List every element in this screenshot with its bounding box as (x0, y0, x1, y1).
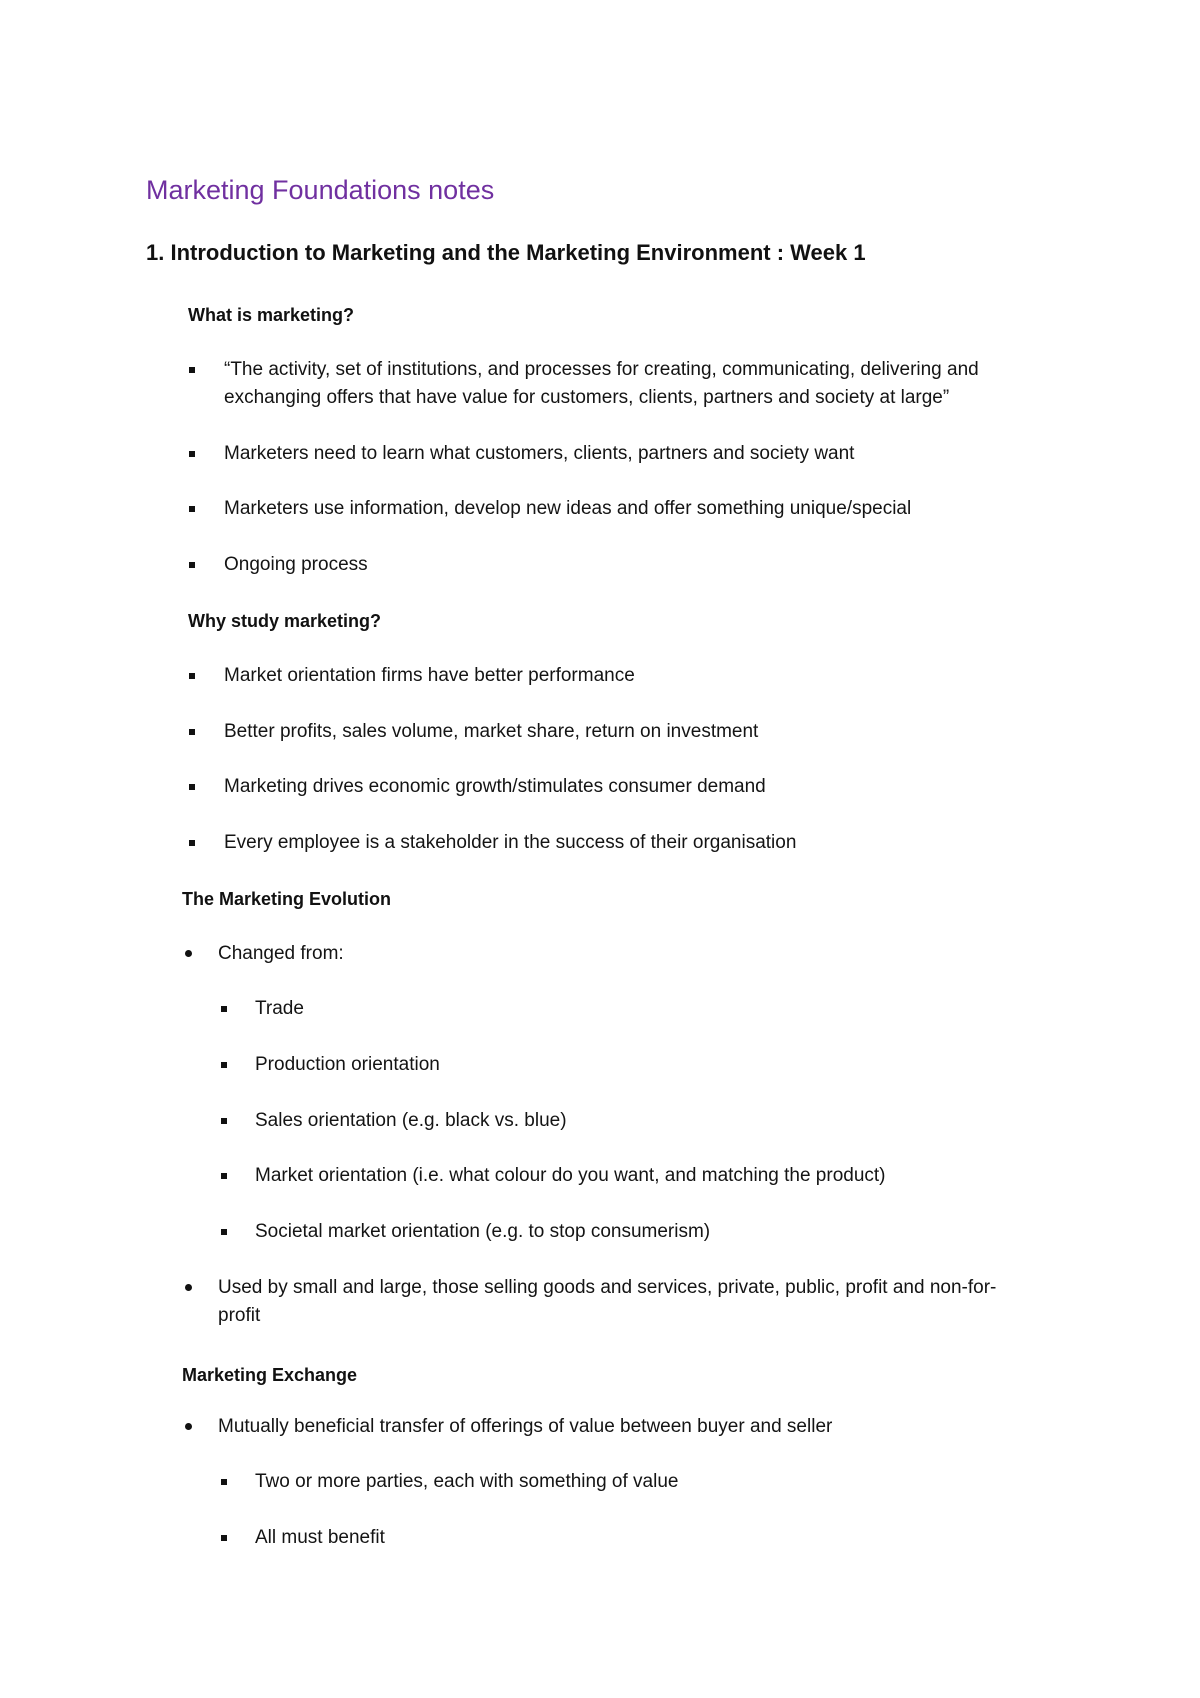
square-bullet-icon (221, 1535, 227, 1541)
square-bullet-icon (221, 1062, 227, 1068)
list-item: Production orientation (255, 1054, 440, 1075)
list-item: Two or more parties, each with something of value (255, 1471, 679, 1492)
square-bullet-icon (189, 784, 195, 790)
list-item: Changed from: (218, 943, 344, 964)
square-bullet-icon (189, 729, 195, 735)
subheading-marketing-exchange: Marketing Exchange (182, 1365, 358, 1385)
list-item: Market orientation firms have better performance (224, 665, 635, 686)
list-item: Market orientation (i.e. what colour do you want, and matching the product) (255, 1165, 886, 1186)
list-item: Mutually beneficial transfer of offerings of value between buyer and seller (218, 1416, 833, 1437)
square-bullet-icon (189, 367, 195, 373)
list-item: “The activity, set of institutions, and processes for creating, communicating, delivering and (224, 359, 979, 380)
subheading-marketing-evolution: The Marketing Evolution (182, 889, 392, 909)
square-bullet-icon (221, 1229, 227, 1235)
list-item: Societal market orientation (e.g. to stop consumerism) (255, 1221, 711, 1242)
square-bullet-icon (221, 1173, 227, 1179)
list-item: Sales orientation (e.g. black vs. blue) (255, 1110, 567, 1131)
subheading-what-is-marketing: What is marketing? (188, 305, 355, 325)
list-item: Marketers need to learn what customers, clients, partners and society want (224, 443, 855, 464)
square-bullet-icon (221, 1479, 227, 1485)
square-bullet-icon (221, 1118, 227, 1124)
document-title: Marketing Foundations notes (146, 175, 495, 205)
subheading-why-study-marketing: Why study marketing? (188, 611, 382, 631)
list-item: Better profits, sales volume, market share, return on investment (224, 721, 759, 742)
list-item: Every employee is a stakeholder in the success of their organisation (224, 832, 797, 853)
square-bullet-icon (189, 673, 195, 679)
round-bullet-icon (185, 950, 192, 957)
list-item: Trade (255, 998, 304, 1019)
square-bullet-icon (189, 451, 195, 457)
round-bullet-icon (185, 1284, 192, 1291)
list-item: All must benefit (255, 1527, 385, 1548)
square-bullet-icon (189, 562, 195, 568)
square-bullet-icon (189, 506, 195, 512)
square-bullet-icon (189, 840, 195, 846)
list-item: Ongoing process (224, 554, 368, 575)
list-item: Marketers use information, develop new ideas and offer something unique/special (224, 498, 912, 519)
list-item: Marketing drives economic growth/stimulates consumer demand (224, 776, 766, 797)
section-heading: 1. Introduction to Marketing and the Marketing Environment : Week 1 (146, 240, 866, 265)
square-bullet-icon (221, 1006, 227, 1012)
round-bullet-icon (185, 1423, 192, 1430)
list-item-continuation: exchanging offers that have value for customers, clients, partners and society at large” (224, 387, 950, 408)
list-item: Used by small and large, those selling goods and services, private, public, profit and non-for- (218, 1277, 997, 1298)
list-item-continuation: profit (218, 1305, 261, 1326)
